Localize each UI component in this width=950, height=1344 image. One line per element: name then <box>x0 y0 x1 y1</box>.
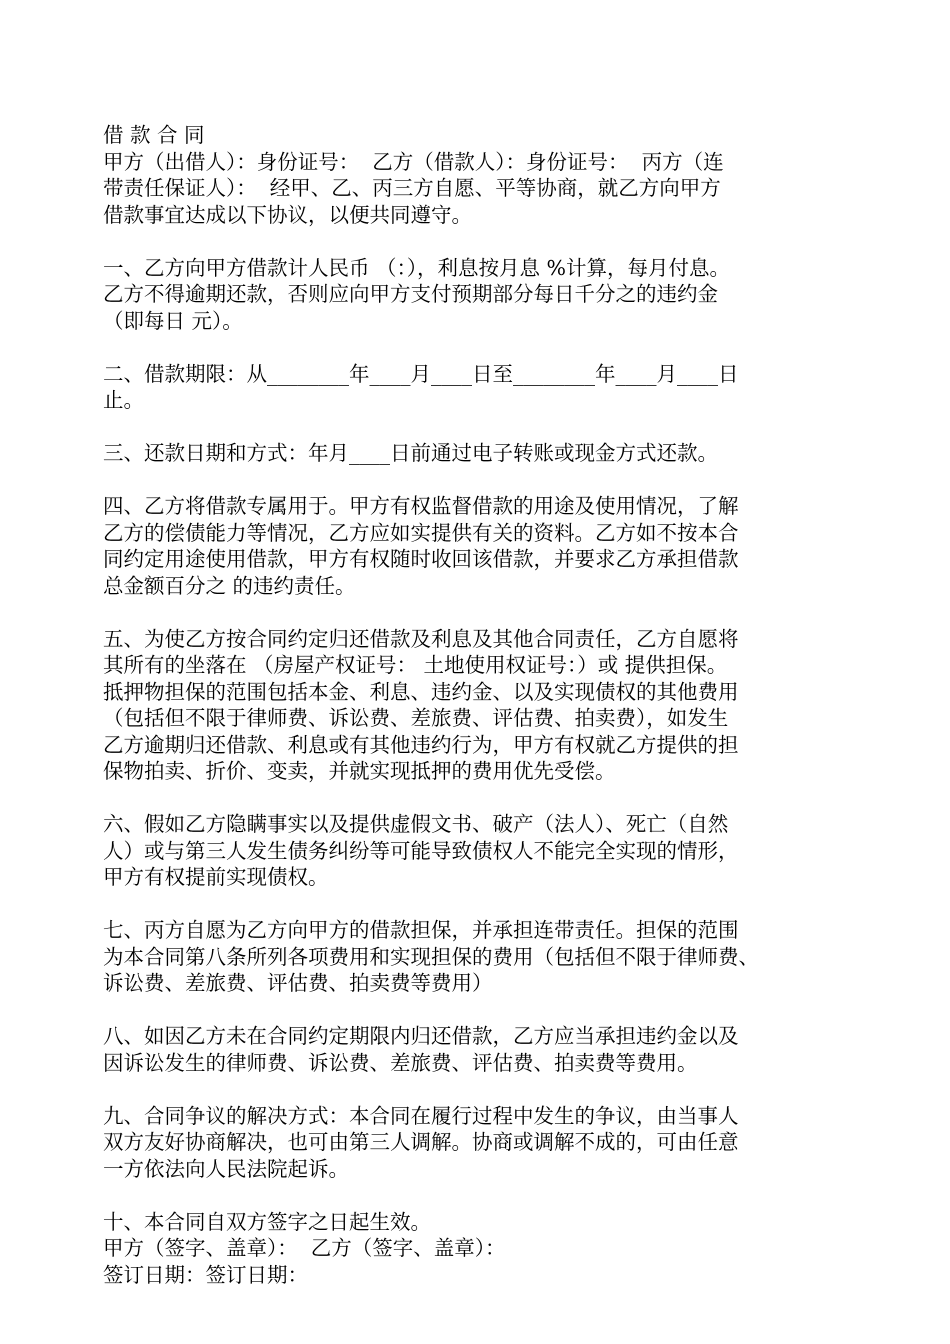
text-line: 止。 <box>103 388 144 412</box>
text-line: 十、本合同自双方签字之日起生效。 <box>103 1209 431 1234</box>
text-line: 二、借款期限：从________年____月____日至________年____月____日 <box>103 361 739 386</box>
text-line: 六、假如乙方隐瞒事实以及提供虚假文书、破产（法人）、死亡（自然 <box>103 812 729 836</box>
clause-7 <box>103 917 873 997</box>
text-line: 三、还款日期和方式：年月____日前通过电子转账或现金方式还款。 <box>103 441 718 465</box>
text-line: 一方依法向人民法院起诉。 <box>103 1156 349 1181</box>
text-line: 一、乙方向甲方借款计人民币 （：），利息按月息 %计算，每月付息。 <box>103 255 731 280</box>
text-line: 带责任保证人）： 经甲、乙、丙三方自愿、平等协商，就乙方向甲方 <box>103 176 721 200</box>
text-line: 八、如因乙方未在合同约定期限内归还借款，乙方应当承担违约金以及 <box>103 1024 739 1048</box>
clause-8 <box>103 1023 873 1076</box>
text-line: 乙方的偿债能力等情况，乙方应如实提供有关的资料。乙方如不按本合 <box>103 520 739 545</box>
clause-9 <box>103 1103 873 1183</box>
clause-3 <box>103 440 873 467</box>
signature-date-line: 签订日期：签订日期： <box>103 1262 308 1287</box>
text-line: 甲方有权提前实现债权。 <box>103 865 329 889</box>
preamble <box>103 149 873 229</box>
text-line: 甲方（出借人）：身份证号： 乙方（借款人）：身份证号： 丙方（连 <box>103 149 724 174</box>
document-title: 借 款 合 同 <box>103 123 205 147</box>
text-line: 乙方不得逾期还款，否则应向甲方支付预期部分每日千分之的违约金 <box>103 282 718 306</box>
text-line: 人）或与第三人发生债务纠纷等可能导致债权人不能完全实现的情形， <box>103 838 739 863</box>
clause-2 <box>103 361 873 414</box>
text-line: 双方友好协商解决，也可由第三人调解。协商或调解不成的，可由任意 <box>103 1130 739 1154</box>
text-line: 五、为使乙方按合同约定归还借款及利息及其他合同责任，乙方自愿将 <box>103 626 739 651</box>
signature-line: 甲方（签字、盖章）： 乙方（签字、盖章）： <box>103 1236 506 1260</box>
text-line: 其所有的坐落在 （房屋产权证号： 土地使用权证号：）或 提供担保。 <box>103 653 728 677</box>
clause-4 <box>103 493 873 599</box>
text-line: 借款事宜达成以下协议，以便共同遵守。 <box>103 202 472 227</box>
text-line: 因诉讼发生的律师费、诉讼费、差旅费、评估费、拍卖费等费用。 <box>103 1050 698 1075</box>
signature-block <box>103 1235 873 1288</box>
clause-10 <box>103 1209 873 1236</box>
clause-1 <box>103 255 873 335</box>
text-line: （包括但不限于律师费、诉讼费、差旅费、评估费、拍卖费），如发生 <box>103 706 729 730</box>
text-line: 四、乙方将借款专属用于。甲方有权监督借款的用途及使用情况，了解 <box>103 494 739 518</box>
text-line: 为本合同第八条所列各项费用和实现担保的费用（包括但不限于律师费、 <box>103 944 759 969</box>
text-line: 乙方逾期归还借款、利息或有其他违约行为，甲方有权就乙方提供的担 <box>103 732 739 757</box>
text-line: 总金额百分之 的违约责任。 <box>103 573 356 598</box>
text-line: 七、丙方自愿为乙方向甲方的借款担保，并承担连带责任。担保的范围 <box>103 918 739 942</box>
text-line: 抵押物担保的范围包括本金、利息、违约金、以及实现债权的其他费用 <box>103 679 739 704</box>
text-line: （即每日 元）。 <box>103 308 243 333</box>
text-line: 诉讼费、差旅费、评估费、拍卖费等费用） <box>103 971 493 995</box>
clause-5 <box>103 626 873 785</box>
text-line: 保物拍卖、折价、变卖，并就实现抵押的费用优先受偿。 <box>103 759 616 783</box>
text-line: 同约定用途使用借款，甲方有权随时收回该借款，并要求乙方承担借款 <box>103 547 739 571</box>
clause-6 <box>103 811 873 891</box>
text-line: 九、合同争议的解决方式：本合同在履行过程中发生的争议，由当事人 <box>103 1103 739 1128</box>
contract-body <box>103 122 873 1288</box>
